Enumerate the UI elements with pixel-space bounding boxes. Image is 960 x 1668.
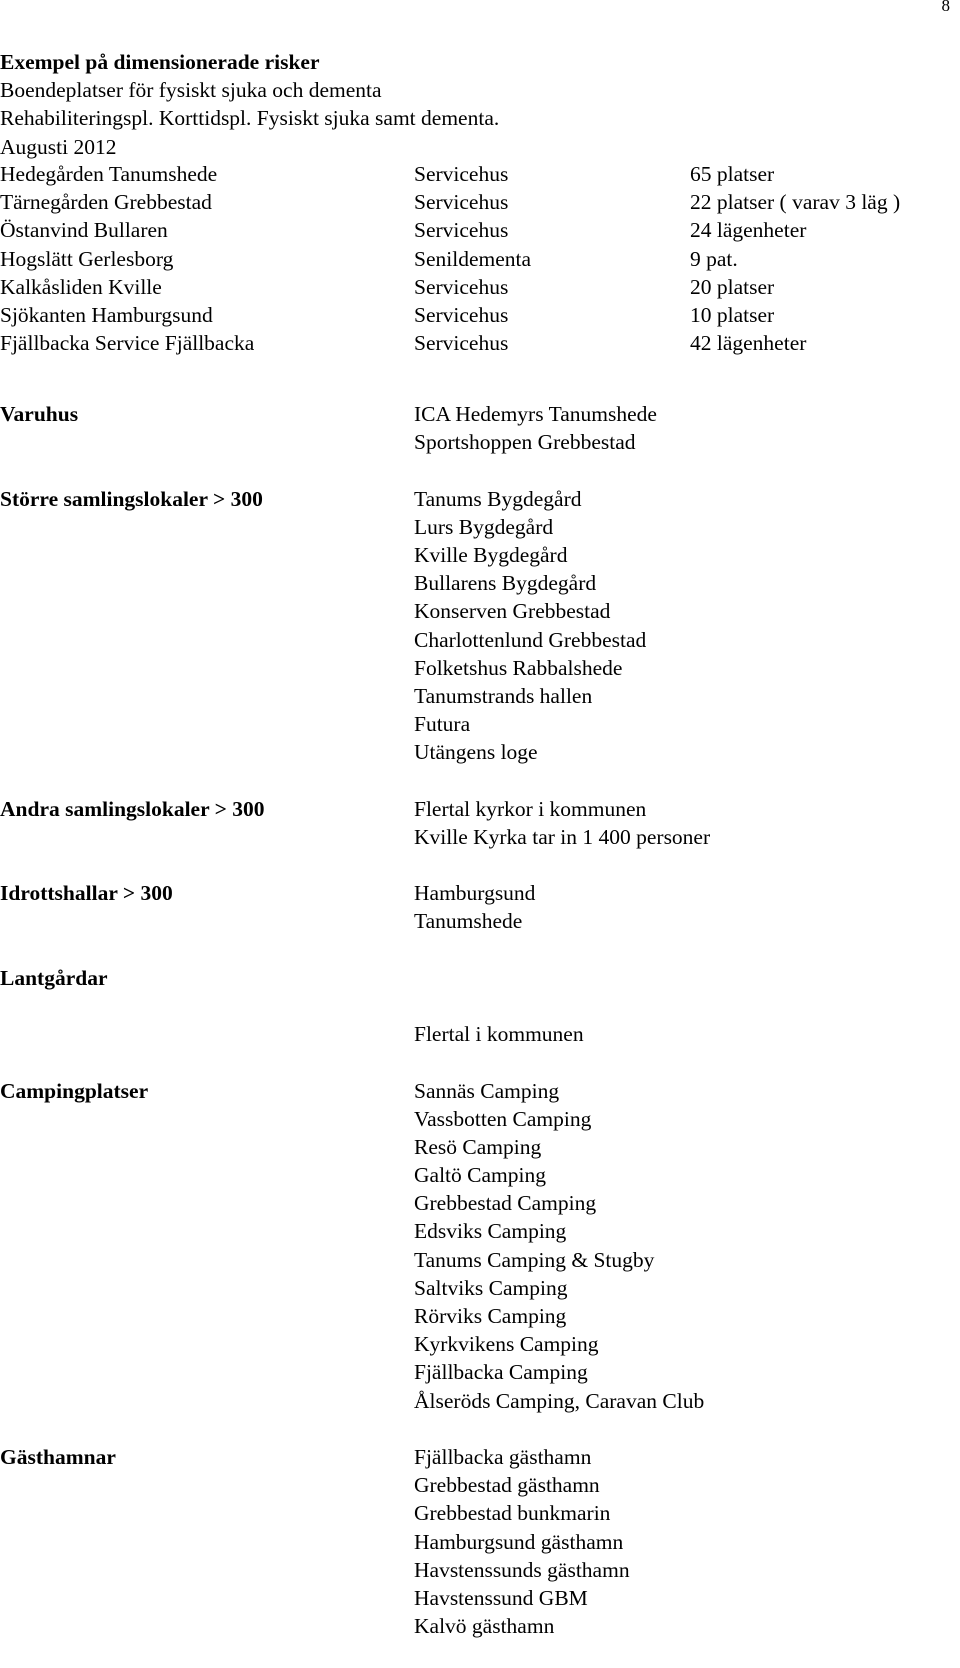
category-label: Lantgårdar — [0, 965, 108, 990]
category-item: Utängens loge — [414, 740, 538, 765]
risk-category — [0, 1443, 960, 1640]
residence-name: Östanvind Bullaren — [0, 218, 168, 243]
category-item: Tanumshede — [414, 909, 523, 934]
category-item: Grebbestad gästhamn — [414, 1473, 600, 1498]
category-items — [414, 1077, 960, 1415]
category-items — [414, 1443, 960, 1640]
residence-type: Senildementa — [414, 246, 532, 271]
category-item: Sannäs Camping — [414, 1078, 560, 1103]
residence-type: Servicehus — [414, 162, 509, 186]
date-line: Augusti 2012 — [0, 134, 117, 159]
category-items — [414, 964, 960, 992]
category-item: Havstenssunds gästhamn — [414, 1557, 630, 1582]
residence-capacity: 22 platser ( varav 3 läg ) — [690, 190, 901, 215]
residence-row — [0, 245, 960, 273]
category-item: Fjällbacka gästhamn — [414, 1444, 592, 1469]
category-item: Saltviks Camping — [414, 1275, 568, 1300]
residence-capacity: 9 pat. — [690, 246, 738, 271]
residence-name: Fjällbacka Service Fjällbacka — [0, 331, 255, 356]
category-label: Andra samlingslokaler > 300 — [0, 796, 265, 821]
category-item: Kyrkvikens Camping — [414, 1332, 599, 1357]
residence-capacity: 24 lägenheter — [690, 218, 807, 243]
residence-type: Servicehus — [414, 302, 509, 327]
residence-name: Kalkåsliden Kville — [0, 274, 162, 299]
risk-category — [0, 964, 960, 992]
category-item: Kville Bygdegård — [414, 542, 568, 567]
category-item: Grebbestad bunkmarin — [414, 1501, 611, 1526]
category-item: Folketshus Rabbalshede — [414, 655, 623, 680]
risk-category — [0, 1077, 960, 1415]
category-item: Lurs Bygdegård — [414, 514, 554, 539]
residence-row — [0, 273, 960, 301]
category-item: ICA Hedemyrs Tanumshede — [414, 402, 657, 426]
category-item: Flertal kyrkor i kommunen — [414, 796, 647, 821]
category-item: Tanums Camping & Stugby — [414, 1247, 655, 1272]
category-item: Futura — [414, 712, 471, 737]
risk-category — [0, 795, 960, 851]
residence-name: Hogslätt Gerlesborg — [0, 246, 174, 271]
category-item: Fjällbacka Camping — [414, 1360, 588, 1385]
category-item: Grebbestad Camping — [414, 1191, 597, 1216]
residence-row — [0, 329, 960, 357]
residence-name: Hedegården Tanumshede — [0, 162, 218, 186]
residence-type: Servicehus — [414, 218, 509, 243]
category-item: Tanumstrands hallen — [414, 683, 593, 708]
residence-name: Tärnegården Grebbestad — [0, 190, 212, 215]
risk-category — [0, 485, 960, 767]
document-heading — [0, 48, 960, 161]
residence-capacity: 20 platser — [690, 274, 775, 299]
category-item: Sportshoppen Grebbestad — [414, 430, 636, 455]
category-label: Idrottshallar > 300 — [0, 881, 173, 906]
category-item: Flertal i kommunen — [414, 1022, 584, 1047]
risk-category — [0, 400, 960, 456]
risk-category — [0, 1020, 960, 1048]
residence-capacity: 42 lägenheter — [690, 331, 807, 356]
category-item: Hamburgsund gästhamn — [414, 1529, 624, 1554]
category-label: Varuhus — [0, 402, 79, 426]
category-item: Bullarens Bygdegård — [414, 571, 597, 596]
residence-row — [0, 216, 960, 244]
risk-category-list — [0, 400, 960, 1668]
category-item: Ålseröds Camping, Caravan Club — [414, 1388, 705, 1413]
residence-type: Servicehus — [414, 331, 509, 356]
category-item: Galtö Camping — [414, 1163, 546, 1188]
residence-type: Servicehus — [414, 190, 509, 215]
category-item: Kalvö gästhamn — [414, 1614, 555, 1639]
category-item: Vassbotten Camping — [414, 1106, 592, 1131]
page-title: Exempel på dimensionerade risker — [0, 50, 320, 74]
category-label: Campingplatser — [0, 1078, 149, 1103]
category-item: Edsviks Camping — [414, 1219, 567, 1244]
category-items — [414, 485, 960, 767]
residence-capacity: 65 platser — [690, 162, 775, 186]
category-item: Tanums Bygdegård — [414, 486, 582, 511]
category-item: Charlottenlund Grebbestad — [414, 627, 647, 652]
category-item: Konserven Grebbestad — [414, 599, 611, 624]
page-number: 8 — [941, 0, 950, 15]
residence-type: Servicehus — [414, 274, 509, 299]
residence-capacity: 10 platser — [690, 302, 775, 327]
residence-row — [0, 160, 960, 188]
category-item: Resö Camping — [414, 1134, 542, 1159]
category-item: Hamburgsund — [414, 881, 536, 906]
category-item: Havstenssund GBM — [414, 1585, 588, 1610]
residence-name: Sjökanten Hamburgsund — [0, 302, 213, 327]
category-items — [414, 1020, 960, 1048]
category-item: Kville Kyrka tar in 1 400 personer — [414, 824, 711, 849]
category-label: Gästhamnar — [0, 1444, 116, 1469]
category-items — [414, 400, 960, 456]
residence-row — [0, 188, 960, 216]
category-items — [414, 879, 960, 935]
residence-table — [0, 160, 960, 357]
category-items — [414, 795, 960, 851]
category-item: Rörviks Camping — [414, 1304, 567, 1328]
subtitle-line: Rehabiliteringspl. Korttidspl. Fysiskt sjuka samt dementa. — [0, 106, 500, 131]
category-label: Större samlingslokaler > 300 — [0, 486, 263, 511]
risk-category — [0, 879, 960, 935]
subtitle-line: Boendeplatser för fysiskt sjuka och dementa — [0, 78, 382, 103]
residence-row — [0, 301, 960, 329]
